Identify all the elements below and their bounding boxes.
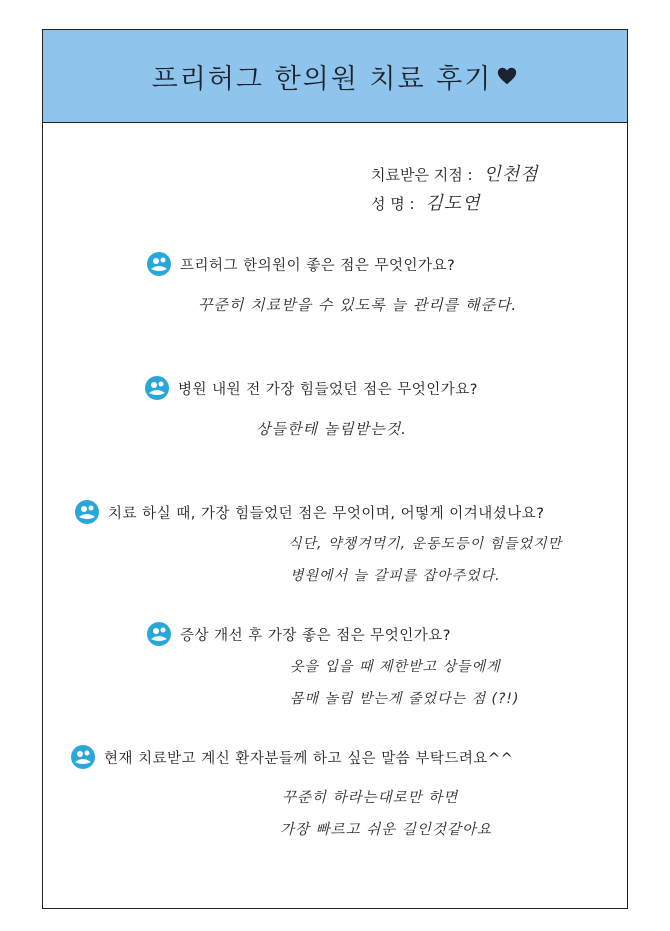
question-2 xyxy=(144,375,478,401)
review-form xyxy=(42,29,628,909)
name-label: 성 명 : xyxy=(371,195,415,213)
clinic-logo-icon xyxy=(146,621,172,647)
branch-label: 치료받은 지점 : xyxy=(371,166,473,184)
answer-1-line-1: 꾸준히 치료받을 수 있도록 늘 관리를 해준다. xyxy=(198,296,518,314)
question-text: 병원 내원 전 가장 힘들었던 점은 무엇인가요? xyxy=(178,381,478,398)
question-text: 프리허그 한의원이 좋은 점은 무엇인가요? xyxy=(180,257,456,274)
answer-3-line-2: 병원에서 늘 갈피를 잡아주었다. xyxy=(290,568,501,584)
answer-5-line-2: 가장 빠르고 쉬운 길인것같아요 xyxy=(280,822,492,838)
answer-2-line-1: 상들한테 놀림받는것. xyxy=(256,420,407,438)
name-value: 김도연 xyxy=(425,193,481,214)
question-5 xyxy=(70,744,513,770)
clinic-logo-icon xyxy=(146,251,172,277)
branch-row xyxy=(371,160,538,186)
question-text: 증상 개선 후 가장 좋은 점은 무엇인가요? xyxy=(180,627,451,644)
page-title xyxy=(152,57,519,96)
answer-5-line-1: 꾸준히 하라는대로만 하면 xyxy=(282,790,459,806)
header-banner xyxy=(43,30,627,123)
question-3 xyxy=(74,499,544,525)
answer-4-line-1: 옷을 입을 때 제한받고 상들에게 xyxy=(290,659,501,675)
question-text: 현재 치료받고 계신 환자분들께 하고 싶은 말씀 부탁드려요^^ xyxy=(104,750,514,767)
heart-icon xyxy=(496,65,518,87)
question-text: 치료 하실 때, 가장 힘들었던 점은 무엇이며, 어떻게 이겨내셨나요? xyxy=(108,505,545,522)
clinic-logo-icon xyxy=(70,744,96,770)
title-text: 프리허그 한의원 치료 후기 xyxy=(151,63,493,95)
clinic-logo-icon xyxy=(144,375,170,401)
branch-value: 인천점 xyxy=(483,164,539,185)
question-4 xyxy=(146,621,451,647)
clinic-logo-icon xyxy=(74,499,100,525)
name-row xyxy=(371,189,481,215)
answer-3-line-1: 식단, 약챙겨먹기, 운동도등이 힘들었지만 xyxy=(288,536,563,552)
answer-4-line-2: 몸매 놀림 받는게 줄었다는 점 (?!) xyxy=(290,691,520,707)
question-1 xyxy=(146,251,455,277)
